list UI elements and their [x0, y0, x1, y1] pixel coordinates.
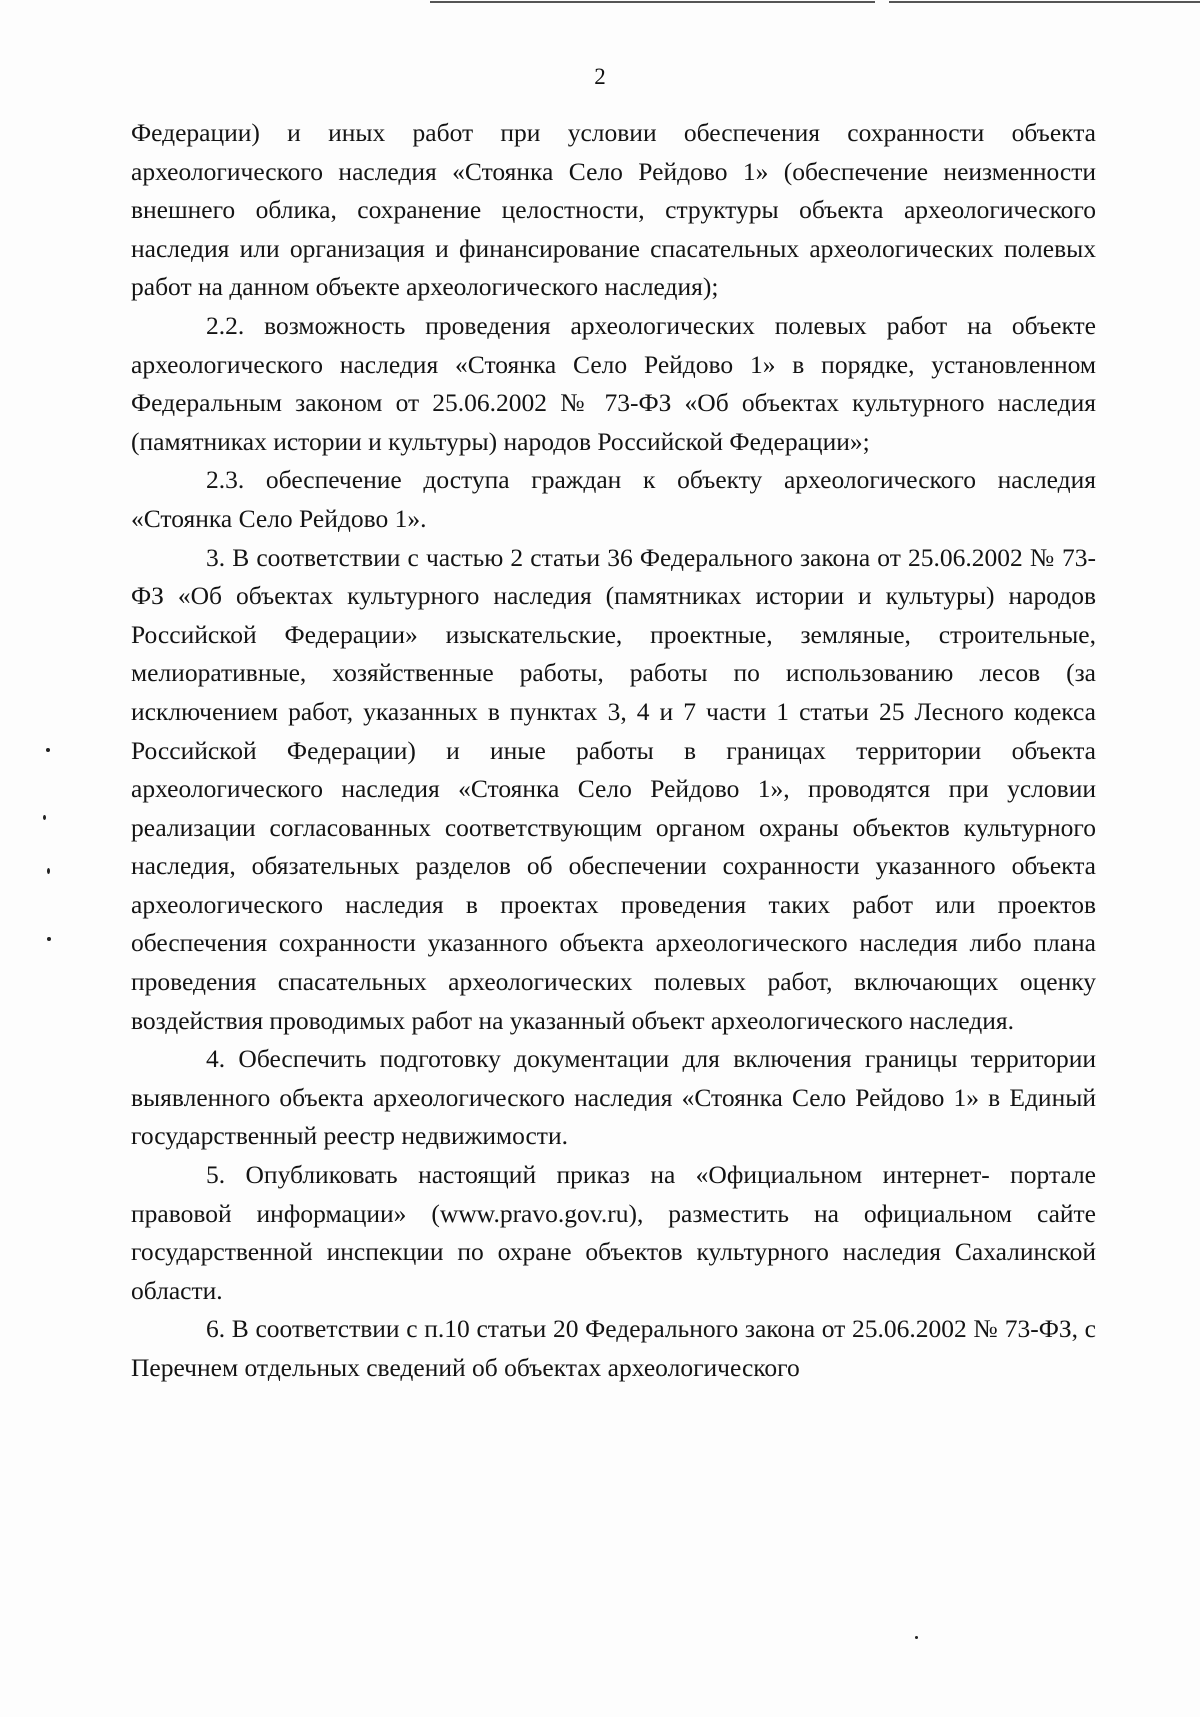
- paragraph-3: 3. В соответствии с частью 2 статьи 36 Федерального закона от 25.06.2002 № 73-ФЗ «Об объектах культурного наследия (памятниках истории и культуры) народов Российской Федерации» изыскательские, проектные, земляные, строительные, мелиоративные, хозяйственные работы, работы по использованию лесов (за исключением работ, указанных в пунктах 3, 4 и 7 части 1 статьи 25 Лесного кодекса Российской Федерации) и иные работы в границах территории объекта археологического наследия «Стоянка Село Рейдово 1», проводятся при условии реализации согласованных соответствующим органом охраны объектов культурного наследия, обязательных разделов об обеспечении сохранности указанного объекта археологического наследия в проектах проведения таких работ или проектов обеспечения сохранности указанного объекта археологического наследия либо плана проведения спасательных археологических полевых работ, включающих оценку воздействия проводимых работ на указанный объект археологического наследия.: [131, 542, 1096, 1035]
- top-edge-gap: [875, 1, 889, 4]
- paragraph-4: 4. Обеспечить подготовку документации для включения границы территории выявленного объекта археологического наследия «Стоянка Село Рейдово 1» в Единый государственный реестр недвижимости.: [131, 1044, 1096, 1151]
- scan-speck: [46, 748, 50, 752]
- paragraph-5: 5. Опубликовать настоящий приказ на «Официальном интернет- портале правовой информации» (www.pravo.gov.ru), разместить на официальном сайте государственной инспекции по охране объектов культурного наследия Сахалинской области.: [131, 1160, 1096, 1305]
- scan-speck: [47, 937, 51, 941]
- document-body: [131, 114, 1096, 1388]
- paragraph-2-2: 2.2. возможность проведения археологических полевых работ на объекте археологического наследия «Стоянка Село Рейдово 1» в порядке, установленном Федеральным законом от 25.06.2002 № 73-ФЗ «Об объектах культурного наследия (памятниках истории и культуры) народов Российской Федерации»;: [131, 310, 1096, 456]
- top-edge-line: [430, 1, 1200, 3]
- paragraph-6: 6. В соответствии с п.10 статьи 20 Федерального закона от 25.06.2002 № 73-ФЗ, с Перечнем отдельных сведений об объектах археологического: [131, 1314, 1096, 1382]
- scan-speck: [43, 815, 46, 820]
- scan-speck: [915, 1636, 918, 1639]
- paragraph-continuation: Федерации) и иных работ при условии обеспечения сохранности объекта археологического наследия «Стоянка Село Рейдово 1» (обеспечение неизменности внешнего облика, сохранение целостности, структуры объекта археологического наследия или организация и финансирование спасательных археологических полевых работ на данном объекте археологического наследия);: [131, 118, 1096, 302]
- scan-speck: [47, 868, 50, 874]
- page-number: 2: [594, 64, 606, 89]
- paragraph-2-3: 2.3. обеспечение доступа граждан к объекту археологического наследия «Стоянка Село Рейдово 1».: [131, 465, 1096, 533]
